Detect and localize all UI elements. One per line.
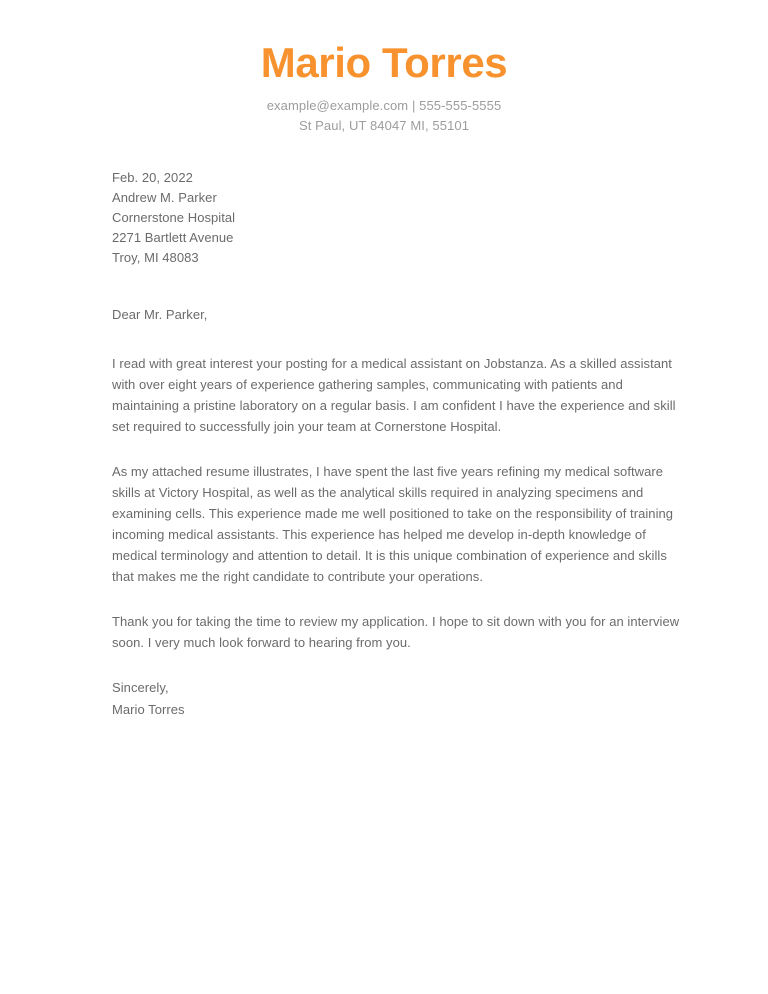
signature-name: Mario Torres xyxy=(112,702,185,717)
recipient-company: Cornerstone Hospital xyxy=(112,210,236,225)
closing-salutation: Sincerely, xyxy=(112,680,169,695)
salutation: Dear Mr. Parker, xyxy=(112,307,208,322)
recipient-city-state-zip: Troy, MI 48083 xyxy=(112,250,199,265)
body-paragraph: As my attached resume illustrates, I have spent the last five years refining my medical software skills at Victory Hospital, as well as the analytical skills required in analyzing specimens and examining cells. This experience made me well positioned to take on the responsibility of training incoming medical assistants. This experience has helped me develop in-depth knowledge of medical terminology and attention to detail. It is this unique combination of experience and skills that makes me the right candidate to contribute your operations. xyxy=(112,464,674,584)
contact-email-phone: example@example.com | 555-555-5555 xyxy=(266,98,502,113)
contact-location: St Paul, UT 84047 MI, 55101 xyxy=(298,118,470,133)
recipient-name: Andrew M. Parker xyxy=(112,190,217,205)
body-paragraph: I read with great interest your posting for a medical assistant on Jobstanza. As a skilled assistant with over eight years of experience gathering samples, communicating with patients and maintaining a pristine laboratory on a regular basis. I am confident I have the experience and skill set required to successfully join your team at Cornerstone Hospital. xyxy=(112,356,676,434)
letter-date: Feb. 20, 2022 xyxy=(112,170,193,185)
letter-header xyxy=(0,0,768,136)
closing-block xyxy=(112,677,680,721)
letter-body xyxy=(112,136,680,721)
recipient-block xyxy=(112,168,680,268)
candidate-name: Mario Torres xyxy=(260,39,508,86)
recipient-street: 2271 Bartlett Avenue xyxy=(112,230,234,245)
body-paragraph: Thank you for taking the time to review my application. I hope to sit down with you for an interview soon. I very much look forward to hearing from you. xyxy=(112,614,680,650)
